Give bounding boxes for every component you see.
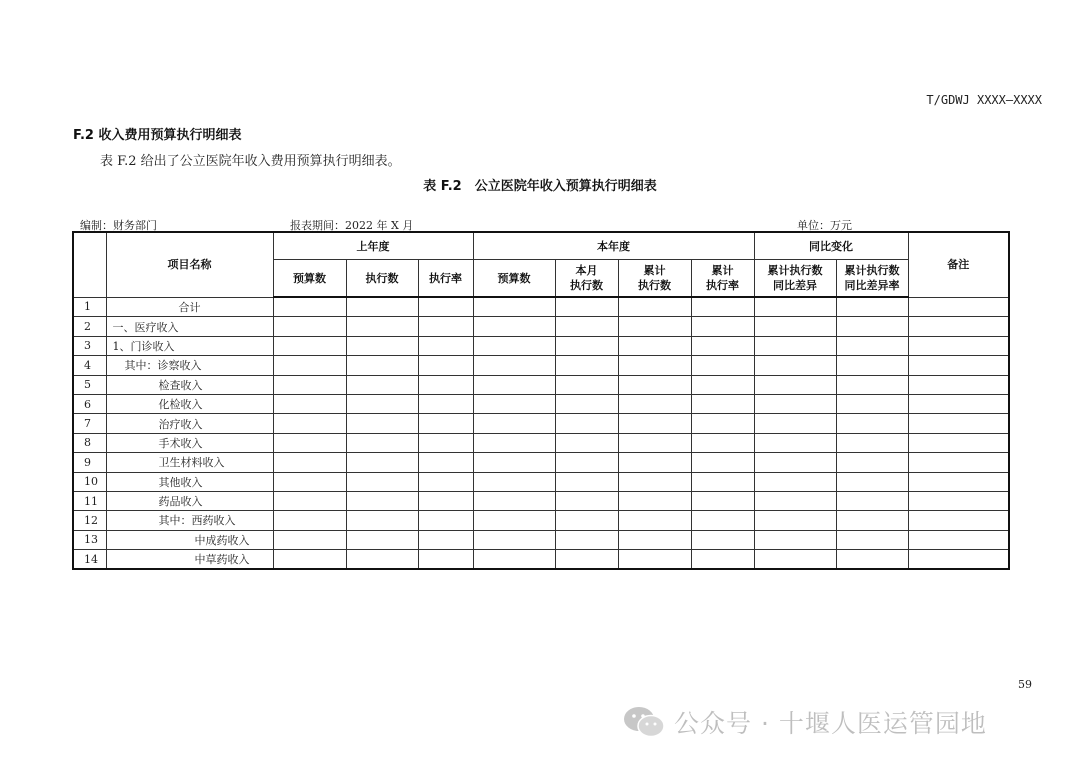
data-cell bbox=[618, 491, 691, 510]
data-cell bbox=[691, 511, 754, 530]
data-cell bbox=[691, 375, 754, 394]
data-cell bbox=[418, 433, 473, 452]
data-cell bbox=[555, 550, 618, 570]
row-item-name: 其中：西药收入 bbox=[106, 511, 273, 530]
data-cell bbox=[836, 491, 908, 510]
data-cell bbox=[473, 433, 555, 452]
data-cell bbox=[908, 530, 1009, 549]
data-cell bbox=[418, 356, 473, 375]
row-item-name: 合计 bbox=[106, 297, 273, 317]
data-cell bbox=[273, 550, 346, 570]
data-cell bbox=[418, 550, 473, 570]
data-cell bbox=[346, 472, 418, 491]
data-cell bbox=[908, 550, 1009, 570]
table-row bbox=[73, 433, 1009, 452]
data-cell bbox=[473, 375, 555, 394]
watermark bbox=[622, 702, 987, 742]
data-cell bbox=[473, 394, 555, 413]
table-row bbox=[73, 453, 1009, 472]
row-item-name: 卫生材料收入 bbox=[106, 453, 273, 472]
data-cell bbox=[418, 491, 473, 510]
data-cell bbox=[473, 530, 555, 549]
data-cell bbox=[273, 433, 346, 452]
row-number: 10 bbox=[73, 472, 106, 491]
data-cell bbox=[273, 297, 346, 317]
subheader-curr-3: 累计 执行率 bbox=[691, 260, 754, 298]
table-row bbox=[73, 336, 1009, 355]
subheader-prev-2: 执行率 bbox=[418, 260, 473, 298]
data-cell bbox=[754, 375, 836, 394]
table-caption: 表 F.2 公立医院年收入预算执行明细表 bbox=[423, 179, 657, 194]
header-index-blank bbox=[73, 232, 106, 297]
data-cell bbox=[346, 511, 418, 530]
data-cell bbox=[273, 336, 346, 355]
data-cell bbox=[273, 453, 346, 472]
data-cell bbox=[418, 511, 473, 530]
data-cell bbox=[754, 550, 836, 570]
data-cell bbox=[908, 511, 1009, 530]
table-row bbox=[73, 317, 1009, 336]
compiler-label: 编制：财务部门 bbox=[80, 219, 157, 232]
data-cell bbox=[691, 336, 754, 355]
data-cell bbox=[836, 511, 908, 530]
row-item-name: 化检收入 bbox=[106, 394, 273, 413]
wechat-icon bbox=[622, 705, 666, 739]
data-cell bbox=[418, 453, 473, 472]
data-cell bbox=[836, 317, 908, 336]
row-number: 13 bbox=[73, 530, 106, 549]
data-cell bbox=[418, 336, 473, 355]
data-cell bbox=[908, 491, 1009, 510]
data-cell bbox=[473, 297, 555, 317]
row-item-name: 中草药收入 bbox=[106, 550, 273, 570]
data-cell bbox=[273, 414, 346, 433]
row-number: 7 bbox=[73, 414, 106, 433]
budget-execution-table bbox=[72, 231, 1010, 570]
data-cell bbox=[836, 356, 908, 375]
data-cell bbox=[418, 317, 473, 336]
data-cell bbox=[618, 550, 691, 570]
data-cell bbox=[473, 317, 555, 336]
data-cell bbox=[346, 491, 418, 510]
row-item-name: 其他收入 bbox=[106, 472, 273, 491]
row-number: 12 bbox=[73, 511, 106, 530]
table-row bbox=[73, 530, 1009, 549]
report-period-label: 报表期间：2022 年 X 月 bbox=[290, 219, 414, 232]
data-cell bbox=[618, 530, 691, 549]
row-item-name: 治疗收入 bbox=[106, 414, 273, 433]
row-number: 11 bbox=[73, 491, 106, 510]
data-cell bbox=[754, 530, 836, 549]
data-cell bbox=[908, 297, 1009, 317]
row-number: 2 bbox=[73, 317, 106, 336]
header-yoy-change: 同比变化 bbox=[754, 232, 908, 260]
data-cell bbox=[691, 491, 754, 510]
data-cell bbox=[908, 317, 1009, 336]
data-cell bbox=[473, 453, 555, 472]
table-row bbox=[73, 356, 1009, 375]
data-cell bbox=[346, 550, 418, 570]
table-row bbox=[73, 375, 1009, 394]
table-row bbox=[73, 414, 1009, 433]
data-cell bbox=[346, 453, 418, 472]
data-cell bbox=[754, 297, 836, 317]
data-cell bbox=[346, 375, 418, 394]
row-item-name: 检查收入 bbox=[106, 375, 273, 394]
data-cell bbox=[836, 472, 908, 491]
data-cell bbox=[754, 356, 836, 375]
data-cell bbox=[754, 336, 836, 355]
data-cell bbox=[555, 530, 618, 549]
data-cell bbox=[555, 472, 618, 491]
header-item-name: 项目名称 bbox=[106, 232, 273, 297]
data-cell bbox=[754, 317, 836, 336]
data-cell bbox=[418, 394, 473, 413]
row-number: 3 bbox=[73, 336, 106, 355]
data-cell bbox=[754, 511, 836, 530]
data-cell bbox=[836, 414, 908, 433]
data-cell bbox=[473, 491, 555, 510]
data-cell bbox=[418, 297, 473, 317]
header-remarks: 备注 bbox=[908, 232, 1009, 297]
data-cell bbox=[618, 472, 691, 491]
row-item-name: 药品收入 bbox=[106, 491, 273, 510]
data-cell bbox=[618, 394, 691, 413]
row-item-name: 其中：诊察收入 bbox=[106, 356, 273, 375]
data-cell bbox=[555, 491, 618, 510]
data-cell bbox=[836, 297, 908, 317]
unit-label: 单位：万元 bbox=[797, 219, 852, 232]
data-cell bbox=[273, 356, 346, 375]
data-cell bbox=[555, 297, 618, 317]
data-cell bbox=[473, 511, 555, 530]
data-cell bbox=[691, 433, 754, 452]
row-number: 8 bbox=[73, 433, 106, 452]
row-number: 5 bbox=[73, 375, 106, 394]
table-row bbox=[73, 472, 1009, 491]
row-number: 1 bbox=[73, 297, 106, 317]
data-cell bbox=[908, 336, 1009, 355]
data-cell bbox=[273, 375, 346, 394]
row-item-name: 手术收入 bbox=[106, 433, 273, 452]
data-cell bbox=[273, 472, 346, 491]
data-cell bbox=[618, 511, 691, 530]
data-cell bbox=[908, 375, 1009, 394]
data-cell bbox=[346, 317, 418, 336]
data-cell bbox=[754, 394, 836, 413]
data-cell bbox=[618, 297, 691, 317]
data-cell bbox=[473, 550, 555, 570]
data-cell bbox=[836, 336, 908, 355]
data-cell bbox=[555, 433, 618, 452]
page-number: 59 bbox=[1018, 678, 1032, 691]
data-cell bbox=[618, 317, 691, 336]
data-cell bbox=[346, 336, 418, 355]
data-cell bbox=[836, 394, 908, 413]
data-cell bbox=[908, 356, 1009, 375]
data-cell bbox=[346, 414, 418, 433]
data-cell bbox=[754, 491, 836, 510]
data-cell bbox=[273, 530, 346, 549]
data-cell bbox=[346, 394, 418, 413]
watermark-text: 公众号 · 十堰人医运管园地 bbox=[674, 709, 987, 738]
data-cell bbox=[418, 414, 473, 433]
subheader-curr-1: 本月 执行数 bbox=[555, 260, 618, 298]
data-cell bbox=[273, 394, 346, 413]
data-cell bbox=[555, 356, 618, 375]
data-cell bbox=[473, 414, 555, 433]
data-cell bbox=[618, 414, 691, 433]
data-cell bbox=[691, 530, 754, 549]
data-cell bbox=[908, 414, 1009, 433]
row-item-name: 1、门诊收入 bbox=[106, 336, 273, 355]
row-number: 9 bbox=[73, 453, 106, 472]
data-cell bbox=[418, 472, 473, 491]
table-row bbox=[73, 511, 1009, 530]
subheader-prev-0: 预算数 bbox=[273, 260, 346, 298]
subheader-yoy-1: 累计执行数 同比差异率 bbox=[836, 260, 908, 298]
data-cell bbox=[836, 433, 908, 452]
data-cell bbox=[754, 472, 836, 491]
data-cell bbox=[555, 511, 618, 530]
row-number: 14 bbox=[73, 550, 106, 570]
data-cell bbox=[691, 414, 754, 433]
data-cell bbox=[555, 414, 618, 433]
data-cell bbox=[273, 511, 346, 530]
header-curr-year: 本年度 bbox=[473, 232, 754, 260]
table-row bbox=[73, 550, 1009, 570]
data-cell bbox=[618, 433, 691, 452]
data-cell bbox=[691, 550, 754, 570]
data-cell bbox=[908, 433, 1009, 452]
data-cell bbox=[273, 317, 346, 336]
row-item-name: 一、医疗收入 bbox=[106, 317, 273, 336]
data-cell bbox=[418, 375, 473, 394]
data-cell bbox=[836, 530, 908, 549]
data-cell bbox=[346, 297, 418, 317]
data-cell bbox=[473, 472, 555, 491]
table-row bbox=[73, 297, 1009, 317]
data-cell bbox=[754, 453, 836, 472]
data-cell bbox=[691, 472, 754, 491]
data-cell bbox=[555, 336, 618, 355]
subheader-prev-1: 执行数 bbox=[346, 260, 418, 298]
data-cell bbox=[908, 472, 1009, 491]
standard-code: T/GDWJ XXXX—XXXX bbox=[926, 93, 1042, 107]
data-cell bbox=[273, 491, 346, 510]
data-cell bbox=[691, 453, 754, 472]
subheader-yoy-0: 累计执行数 同比差异 bbox=[754, 260, 836, 298]
data-cell bbox=[473, 356, 555, 375]
data-cell bbox=[836, 375, 908, 394]
data-cell bbox=[555, 453, 618, 472]
subheader-curr-2: 累计 执行数 bbox=[618, 260, 691, 298]
data-cell bbox=[618, 356, 691, 375]
data-cell bbox=[836, 453, 908, 472]
data-cell bbox=[618, 375, 691, 394]
data-cell bbox=[346, 356, 418, 375]
row-item-name: 中成药收入 bbox=[106, 530, 273, 549]
data-cell bbox=[836, 550, 908, 570]
data-cell bbox=[754, 433, 836, 452]
data-cell bbox=[346, 433, 418, 452]
section-heading: F.2 收入费用预算执行明细表 bbox=[73, 128, 242, 143]
data-cell bbox=[908, 453, 1009, 472]
data-cell bbox=[691, 394, 754, 413]
row-number: 4 bbox=[73, 356, 106, 375]
data-cell bbox=[691, 356, 754, 375]
intro-paragraph: 表 F.2 给出了公立医院年收入费用预算执行明细表。 bbox=[100, 154, 401, 169]
subheader-curr-0: 预算数 bbox=[473, 260, 555, 298]
header-prev-year: 上年度 bbox=[273, 232, 473, 260]
data-cell bbox=[555, 394, 618, 413]
table-row bbox=[73, 394, 1009, 413]
data-cell bbox=[691, 297, 754, 317]
row-number: 6 bbox=[73, 394, 106, 413]
data-cell bbox=[908, 394, 1009, 413]
data-cell bbox=[346, 530, 418, 549]
data-cell bbox=[618, 336, 691, 355]
data-cell bbox=[691, 317, 754, 336]
data-cell bbox=[473, 336, 555, 355]
table-row bbox=[73, 491, 1009, 510]
data-cell bbox=[555, 317, 618, 336]
data-cell bbox=[555, 375, 618, 394]
data-cell bbox=[418, 530, 473, 549]
data-cell bbox=[754, 414, 836, 433]
data-cell bbox=[618, 453, 691, 472]
